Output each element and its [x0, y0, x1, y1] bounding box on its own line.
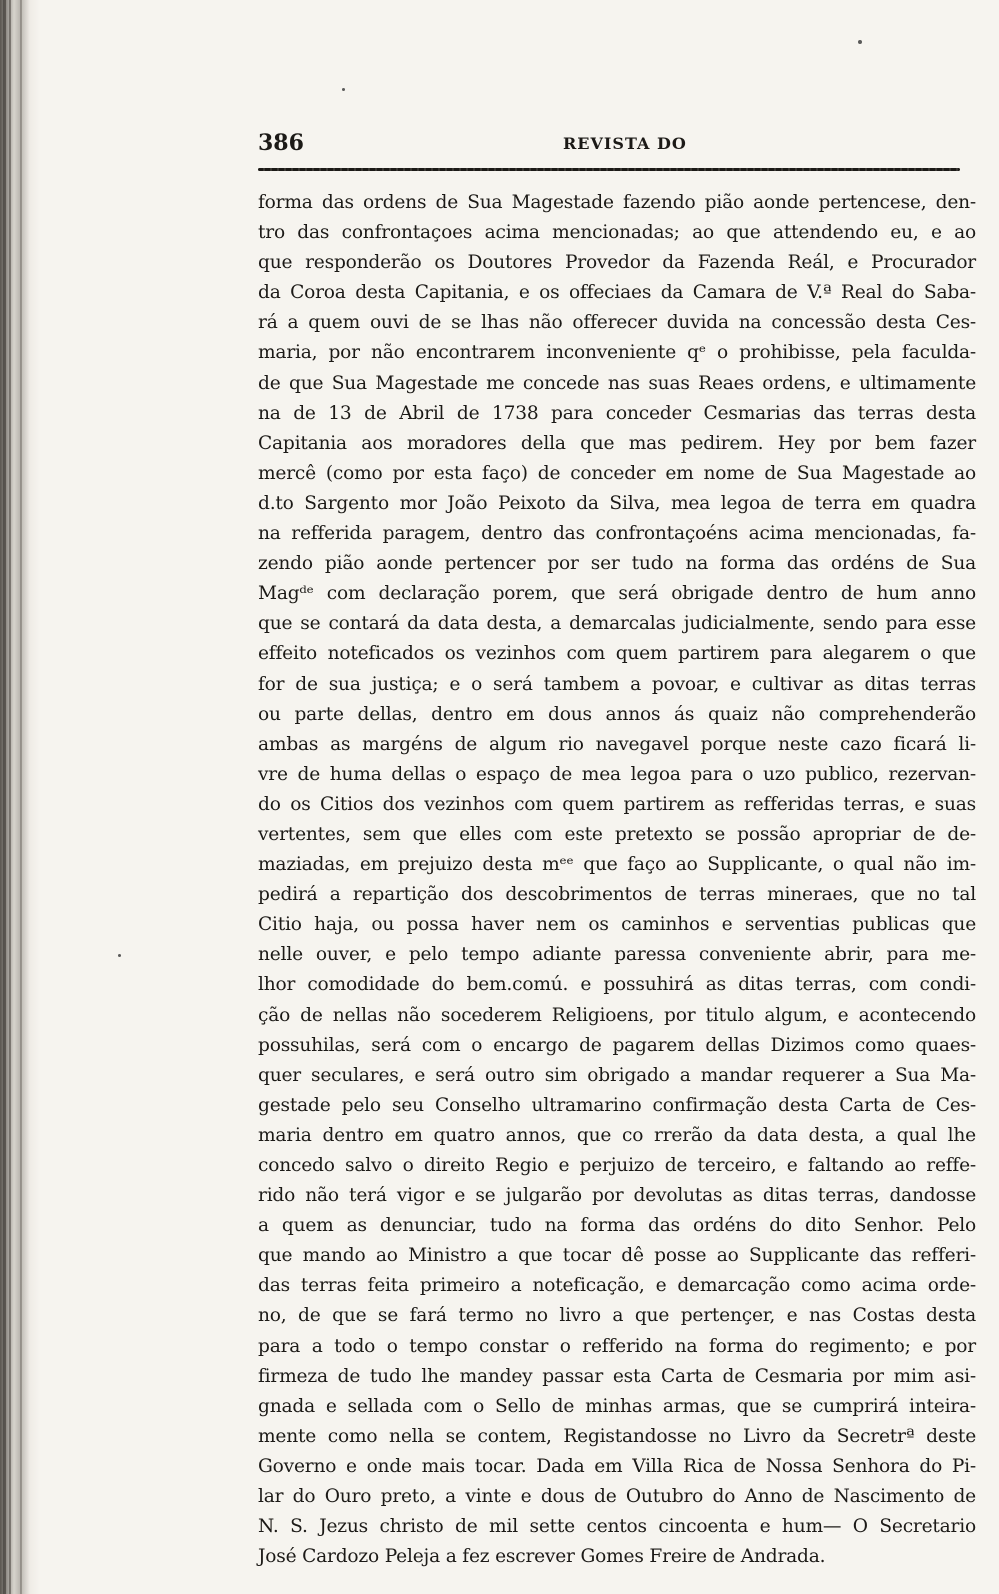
binding-edge-line [3, 0, 6, 1594]
text-line: gnada e sellada com o Sello de minhas armas, que se cumprirá inteira- [258, 1395, 976, 1417]
text-line: que se contará da data desta, a demarcalas judicialmente, sendo para esse [258, 613, 976, 635]
ink-speck [342, 88, 345, 91]
text-line: Governo e onde mais tocar. Dada em Villa Rica de Nossa Senhora do Pi- [258, 1455, 976, 1477]
running-title: REVISTA DO [563, 134, 687, 153]
text-line: quer seculares, e será outro sim obrigado a mandar requerer a Sua Ma- [258, 1064, 976, 1086]
text-line: firmeza de tudo lhe mandey passar esta Carta de Cesmaria por mim asi- [258, 1365, 976, 1387]
text-line: de que Sua Magestade me concede nas suas Reaes ordens, e ultimamente [258, 372, 976, 394]
text-line: vertentes, sem que elles com este pretexto se possão apropriar de de- [258, 823, 976, 845]
text-line: que responderão os Doutores Provedor da Fazenda Reál, e Procurador [258, 252, 976, 274]
text-line: Magᵈᵉ com declaração porem, que será obrigade dentro de hum anno [258, 583, 976, 605]
text-line: na refferida paragem, dentro das confrontaçoéns acima mencionadas, fa- [258, 523, 976, 545]
document-body [258, 188, 976, 1572]
text-line: José Cardozo Peleja a fez escrever Gomes Freire de Andrada. [258, 1546, 826, 1568]
text-line: ou parte dellas, dentro em dous annos ás quaiz não comprehenderão [258, 703, 976, 725]
text-line: que mando ao Ministro a que tocar dê posse ao Supplicante das refferi- [258, 1245, 976, 1267]
text-line: maria, por não encontrarem inconveniente qᵉ o prohibisse, pela faculda- [258, 342, 976, 364]
text-line: zendo pião aonde pertencer por ser tudo na forma das ordéns de Sua [258, 553, 976, 575]
text-line: forma das ordens de Sua Magestade fazendo pião aonde pertencese, den- [258, 192, 976, 213]
text-line: d.to Sargento mor João Peixoto da Silva, mea legoa de terra em quadra [258, 492, 976, 514]
text-line: lar do Ouro preto, a vinte e dous de Outubro do Anno de Nascimento de [258, 1486, 976, 1508]
text-line: das terras feita primeiro a noteficação, e demarcação como acima orde- [258, 1275, 976, 1297]
text-line: Capitania aos moradores della que mas pedirem. Hey por bem fazer [258, 432, 976, 454]
page-number: 386 [258, 130, 304, 156]
text-line: maria dentro em quatro annos, que co rrerão da data desta, a qual lhe [258, 1124, 976, 1146]
text-line: maziadas, em prejuizo desta mᵉᵉ que faço ao Supplicante, o qual não im- [258, 854, 976, 876]
text-line: for de sua justiça; e o será tambem a povoar, e cultivar as ditas terras [258, 673, 976, 695]
text-line: rido não terá vigor e se julgarão por devolutas as ditas terras, dandosse [258, 1185, 976, 1207]
text-line: gestade pelo seu Conselho ultramarino confirmação desta Carta de Ces- [258, 1094, 976, 1116]
ink-speck [858, 40, 862, 44]
text-line: pedirá a repartição dos descobrimentos de terras mineraes, que no tal [258, 884, 976, 906]
text-line: ambas as margéns de algum rio navegavel porque neste cazo ficará li- [258, 733, 976, 755]
text-line: concedo salvo o direito Regio e perjuizo de terceiro, e faltando ao reffe- [258, 1155, 976, 1176]
page-header [258, 130, 960, 166]
text-line: Citio haja, ou possa haver nem os caminhos e serventias publicas que [258, 914, 976, 936]
text-line: nelle ouver, e pelo tempo adiante paressa conveniente abrir, para me- [258, 944, 976, 966]
text-line: vre de huma dellas o espaço de mea legoa para o uzo publico, rezervan- [258, 763, 976, 785]
text-line: possuhilas, será com o encargo de pagarem dellas Dizimos como quaes- [258, 1034, 976, 1056]
text-line: N. S. Jezus christo de mil sette centos cincoenta e hum— O Secretario [258, 1516, 976, 1538]
text-line: mente como nella se contem, Registandosse no Livro da Secretrª deste [258, 1425, 976, 1447]
text-line: lhor comodidade do bem.comú. e possuhirá as ditas terras, com condi- [258, 974, 976, 996]
text-line: do os Citios dos vezinhos com quem partirem as refferidas terras, e suas [258, 793, 976, 815]
binding-edge-line [9, 0, 11, 1594]
ink-speck [118, 954, 121, 957]
text-line: tro das confrontaçoes acima mencionadas; ao que attendendo eu, e ao [258, 222, 976, 244]
text-line: effeito noteficados os vezinhos com quem partirem para alegarem o que [258, 643, 976, 665]
text-line: a quem as denunciar, tudo na forma das ordéns do dito Senhor. Pelo [258, 1215, 976, 1237]
text-line: mercê (como por esta faço) de conceder em nome de Sua Magestade ao [258, 462, 976, 484]
text-line: rá a quem ouvi de se lhas não offerecer duvida na concessão desta Ces- [258, 312, 976, 334]
binding-edge-line [20, 0, 22, 1594]
text-line: ção de nellas não socederem Religioens, por titulo algum, e acontecendo [258, 1004, 976, 1026]
text-line: para a todo o tempo constar o refferido na forma do regimento; e por [258, 1335, 976, 1357]
text-line: na de 13 de Abril de 1738 para conceder Cesmarias das terras desta [258, 402, 976, 424]
text-line: da Coroa desta Capitania, e os offeciaes da Camara de V.ª Real do Saba- [258, 282, 976, 304]
text-line: no, de que se fará termo no livro a que pertençer, e nas Costas desta [258, 1305, 976, 1327]
header-rule [258, 168, 960, 171]
